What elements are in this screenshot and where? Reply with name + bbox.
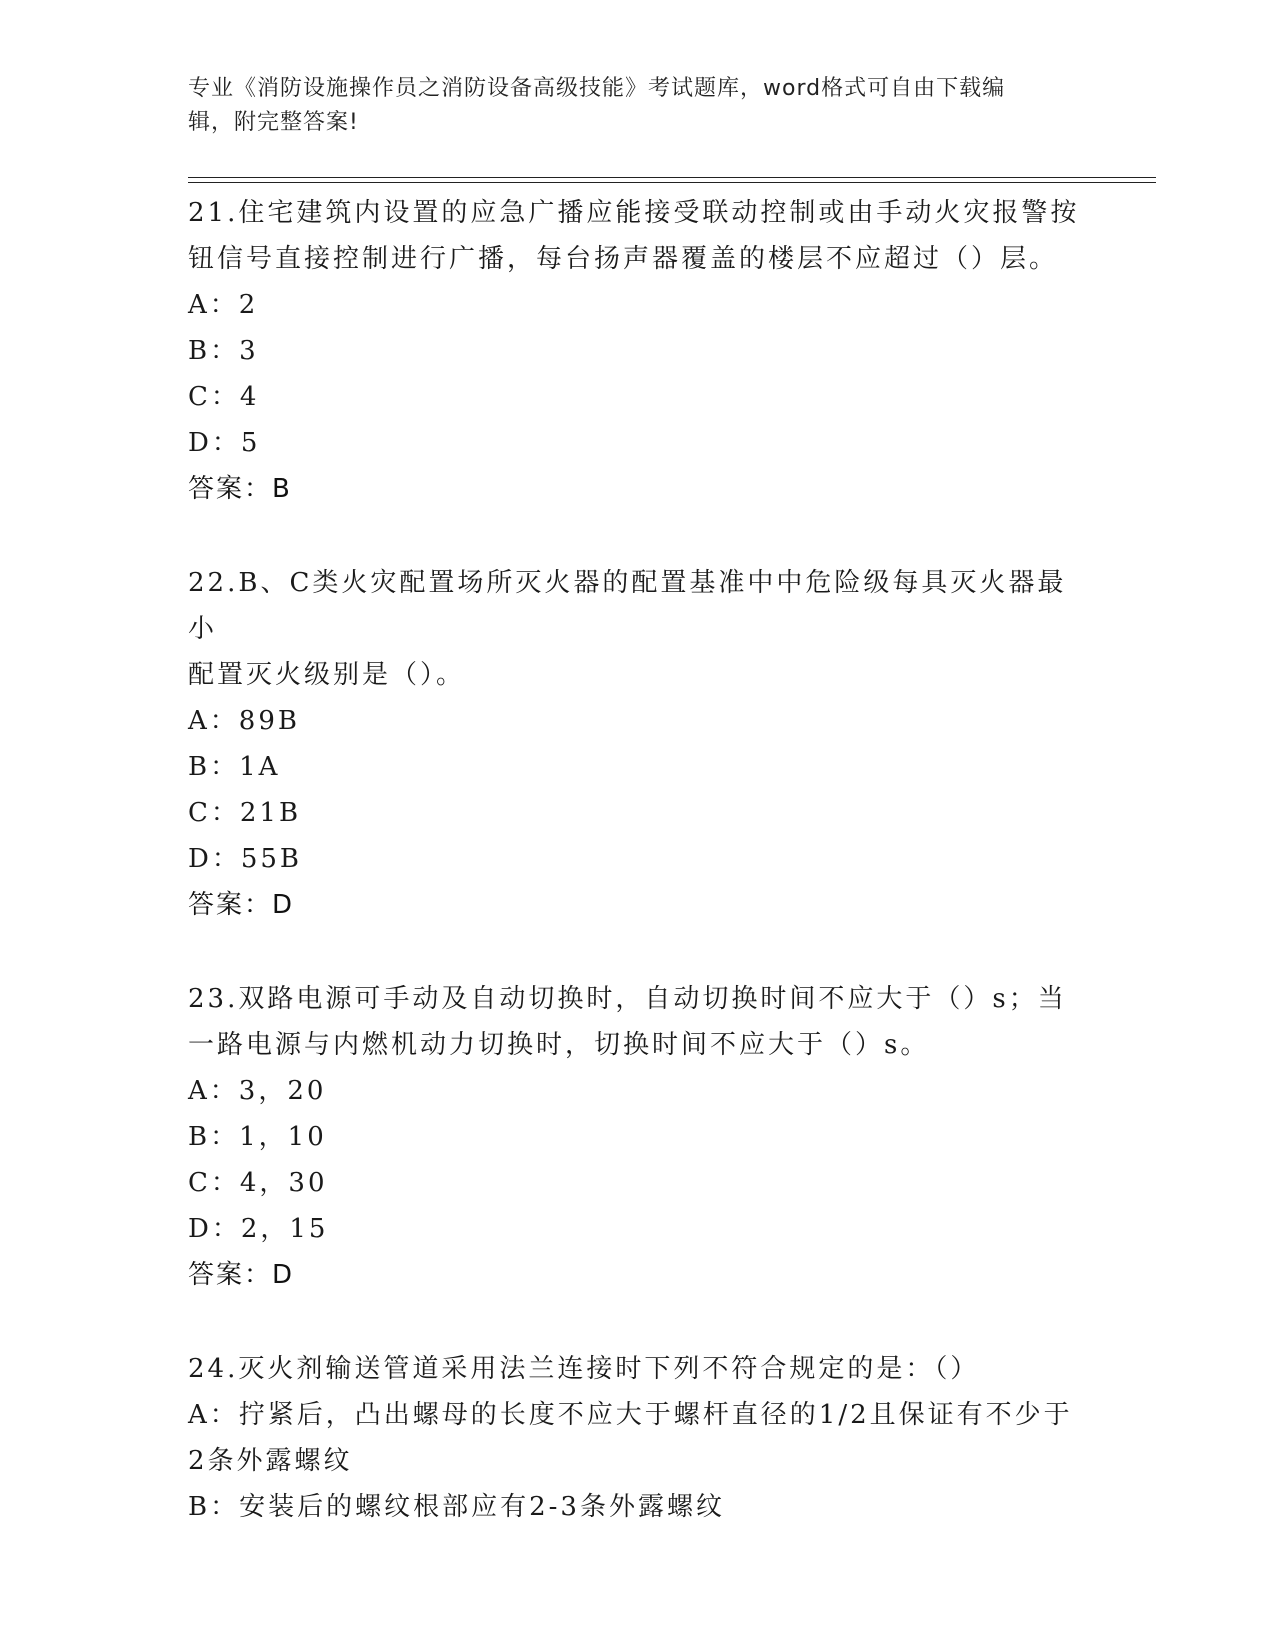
question-gap: [188, 512, 1088, 560]
question-stem-line: 21.住宅建筑内设置的应急广播应能接受联动控制或由手动火灾报警按: [188, 198, 1080, 228]
question-24: [188, 1346, 1088, 1530]
option-b: B：1，10: [188, 1122, 327, 1152]
question-stem-line: 24.灭火剂输送管道采用法兰连接时下列不符合规定的是：（）: [188, 1354, 980, 1384]
answer-line: 答案：D: [188, 1260, 295, 1290]
question-stem-line: 配置灭火级别是（）。: [188, 660, 466, 690]
header-divider-top: [188, 177, 1156, 178]
option-c: C：4: [188, 382, 260, 412]
question-21: [188, 190, 1088, 512]
header-line-2: 辑，附完整答案!: [188, 110, 359, 135]
option-b: B：3: [188, 336, 259, 366]
option-c: C：4，30: [188, 1168, 328, 1198]
header-divider-bottom: [188, 182, 1156, 183]
answer-line: 答案：D: [188, 890, 295, 920]
option-b: B：1A: [188, 752, 281, 782]
option-c: C：21B: [188, 798, 302, 828]
option-a: A：3，20: [188, 1076, 327, 1106]
option-a: A：2: [188, 290, 259, 320]
question-23: [188, 976, 1088, 1298]
question-stem-line: 一路电源与内燃机动力切换时，切换时间不应大于（）s。: [188, 1030, 930, 1060]
question-stem-line: 22.B、C类火灾配置场所灭火器的配置基准中中危险级每具灭火器最小: [188, 568, 1067, 644]
header-line-1: 专业《消防设施操作员之消防设备高级技能》考试题库，word格式可自由下载编: [188, 76, 1006, 101]
question-gap: [188, 928, 1088, 976]
option-a: A：89B: [188, 706, 300, 736]
option-d: D：5: [188, 428, 261, 458]
question-stem-line: 钮信号直接控制进行广播，每台扬声器覆盖的楼层不应超过（）层。: [188, 244, 1059, 274]
option-a-continued: 2条外露螺纹: [188, 1446, 353, 1476]
option-d: D：55B: [188, 844, 303, 874]
page-header: [188, 72, 1088, 140]
option-a: A：拧紧后，凸出螺母的长度不应大于螺杆直径的1/2且保证有不少于: [188, 1400, 1073, 1430]
question-22: [188, 560, 1088, 928]
question-list: [188, 190, 1088, 1530]
question-stem-line: 23.双路电源可手动及自动切换时，自动切换时间不应大于（）s；当: [188, 984, 1067, 1014]
option-b: B：安装后的螺纹根部应有2-3条外露螺纹: [188, 1492, 725, 1522]
answer-line: 答案：B: [188, 474, 292, 504]
option-d: D：2，15: [188, 1214, 329, 1244]
question-gap: [188, 1298, 1088, 1346]
